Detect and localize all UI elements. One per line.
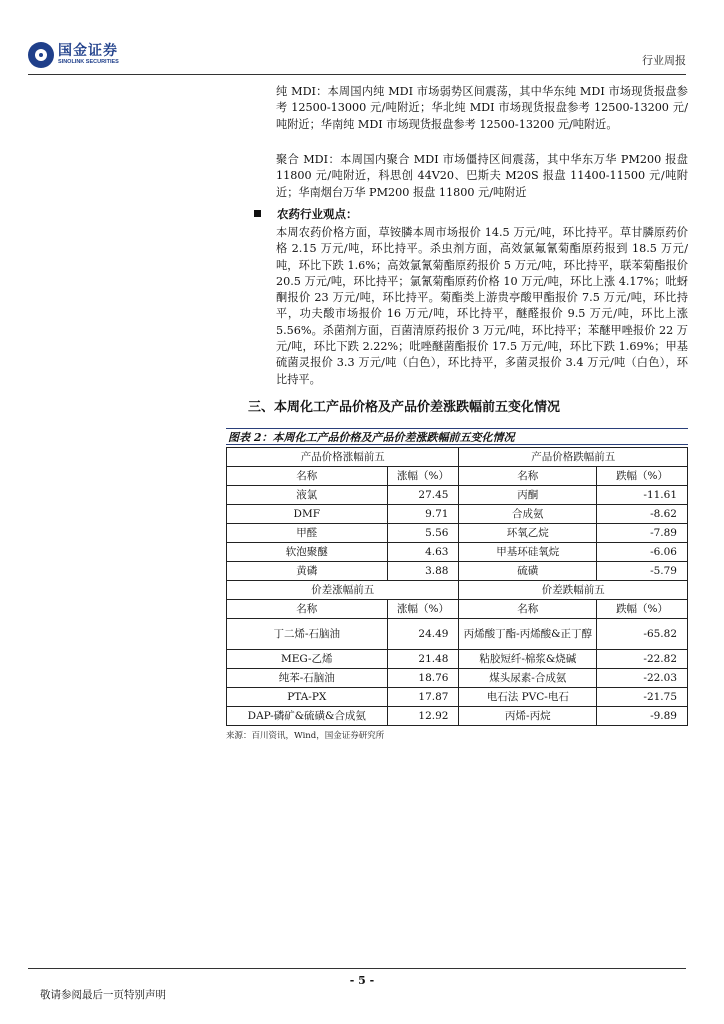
table-row	[227, 707, 688, 726]
table-row	[227, 562, 688, 581]
col-name-header: 名称	[459, 600, 597, 619]
cell-name: 丙酮	[459, 486, 597, 505]
cell-name: 软泡聚醚	[227, 543, 388, 562]
table-row	[227, 486, 688, 505]
pesticide-paragraph: 本周农药价格方面，草铵膦本周市场报价 14.5 万元/吨，环比持平。草甘膦原药价格 2.15 万元/吨，环比持平。杀虫剂方面，高效氯氟氰菊酯原药报到 18.5 万元/吨，环比下跌 1.6%；高效氯氰菊酯原药报价 5 万元/吨，环比持平，联苯菊酯报价 20.5 万元/吨，环比持平；氯氰菊酯原药价格 10 万元/吨，环比上涨 4.17%；吡蚜酮报价 23 万元/吨，环比持平。菊酯类上游贵亭酸甲酯报价 7.5 万元/吨，环比持平，功夫酸市场报价 16 万元/吨，环比持平，醚醛报价 9.5 万元/吨，环比上涨 5.56%。杀菌剂方面，百菌清原药报价 3 万元/吨，环比持平；苯醚甲唑报价 22 万元/吨，环比下跌 2.22%；吡唑醚菌酯报价 17.5 万元/吨，环比下跌 1.69%；甲基硫菌灵报价 3.3 万元/吨（白色），环比持平，多菌灵报价 3.4 万元/吨（白色），环比持平。	[276, 226, 688, 386]
cell-value: 18.76	[387, 669, 459, 688]
cell-name: 丙烯酸丁酯-丙烯酸&正丁醇	[459, 619, 597, 650]
spread-up-header: 价差涨幅前五	[227, 581, 459, 600]
col-down-header: 跌幅（%）	[597, 467, 688, 486]
cell-value: 17.87	[387, 688, 459, 707]
logo-en-text: SINOLINK SECURITIES	[58, 59, 119, 66]
col-name-header: 名称	[459, 467, 597, 486]
table-row	[227, 688, 688, 707]
cell-value: 3.88	[387, 562, 459, 581]
col-up-header: 涨幅（%）	[387, 467, 459, 486]
cell-value: -8.62	[597, 505, 688, 524]
cell-name: 电石法 PVC-电石	[459, 688, 597, 707]
cell-value: 21.48	[387, 650, 459, 669]
col-name-header: 名称	[227, 600, 388, 619]
footer-disclaimer: 敬请参阅最后一页特别声明	[40, 989, 166, 1001]
report-type: 行业周报	[642, 54, 686, 67]
cell-value: 4.63	[387, 543, 459, 562]
header-divider	[28, 74, 686, 75]
cell-name: 液氯	[227, 486, 388, 505]
table-row	[227, 524, 688, 543]
cell-name: 粘胶短纤-棉浆&烧碱	[459, 650, 597, 669]
cell-name: 硫磺	[459, 562, 597, 581]
table-row	[227, 543, 688, 562]
cell-name: DAP-磷矿&硫磺&合成氨	[227, 707, 388, 726]
cell-name: DMF	[227, 505, 388, 524]
cell-name: 丁二烯-石脑油	[227, 619, 388, 650]
cell-name: 黄磷	[227, 562, 388, 581]
cell-value: 27.45	[387, 486, 459, 505]
pure-mdi-paragraph: 纯 MDI：本周国内纯 MDI 市场弱势区间震荡，其中华东纯 MDI 市场现货报盘参考 12500-13000 元/吨附近；华北纯 MDI 市场现货报盘参考 12500-13200 元/吨附近；华南纯 MDI 市场现货报盘参考 12500-13200 元/吨附近。	[276, 85, 688, 131]
cell-value: 12.92	[387, 707, 459, 726]
cell-value: -11.61	[597, 486, 688, 505]
cell-value: -65.82	[597, 619, 688, 650]
cell-name: 煤头尿素-合成氨	[459, 669, 597, 688]
cell-name: 合成氨	[459, 505, 597, 524]
poly-mdi-paragraph: 聚合 MDI：本周国内聚合 MDI 市场僵持区间震荡，其中华东万华 PM200 报盘 11800 元/吨附近，科思创 44V20、巴斯夫 M20S 报盘 11400-11500 元/吨附近；华南烟台万华 PM200 报盘 11800 元/吨附近	[276, 153, 688, 199]
table-row	[227, 650, 688, 669]
pesticide-heading-text: 农药行业观点：	[277, 207, 358, 221]
cell-value: -5.79	[597, 562, 688, 581]
cell-value: 24.49	[387, 619, 459, 650]
col-up-header: 涨幅（%）	[387, 600, 459, 619]
page-number: - 5 -	[349, 974, 375, 987]
cell-name: 甲醛	[227, 524, 388, 543]
cell-value: -22.03	[597, 669, 688, 688]
cell-value: -6.06	[597, 543, 688, 562]
figure-title: 图表 2：本周化工产品价格及产品价差涨跌幅前五变化情况	[226, 428, 688, 445]
cell-value: -22.82	[597, 650, 688, 669]
price-change-table	[226, 447, 688, 726]
spread-down-header: 价差跌幅前五	[459, 581, 688, 600]
logo-cn-text: 国金证券	[58, 43, 118, 60]
section-title: 三、本周化工产品价格及产品价差涨跌幅前五变化情况	[248, 400, 561, 415]
cell-name: PTA-PX	[227, 688, 388, 707]
cell-name: 纯苯-石脑油	[227, 669, 388, 688]
cell-value: -21.75	[597, 688, 688, 707]
company-logo	[28, 40, 119, 70]
cell-value: 9.71	[387, 505, 459, 524]
footer-divider	[28, 968, 686, 969]
cell-value: 5.56	[387, 524, 459, 543]
table-row	[227, 505, 688, 524]
logo-mark-icon	[28, 42, 54, 68]
col-name-header: 名称	[227, 467, 388, 486]
cell-value: -9.89	[597, 707, 688, 726]
cell-value: -7.89	[597, 524, 688, 543]
cell-name: 甲基环硅氧烷	[459, 543, 597, 562]
pesticide-heading	[254, 206, 358, 222]
col-down-header: 跌幅（%）	[597, 600, 688, 619]
cell-name: 丙烯-丙烷	[459, 707, 597, 726]
cell-name: MEG-乙烯	[227, 650, 388, 669]
bullet-square-icon	[254, 210, 261, 217]
price-down-header: 产品价格跌幅前五	[459, 448, 688, 467]
figure-source: 来源：百川资讯，Wind，国金证券研究所	[226, 731, 385, 741]
price-up-header: 产品价格涨幅前五	[227, 448, 459, 467]
table-row	[227, 619, 688, 650]
table-row	[227, 669, 688, 688]
cell-name: 环氧乙烷	[459, 524, 597, 543]
